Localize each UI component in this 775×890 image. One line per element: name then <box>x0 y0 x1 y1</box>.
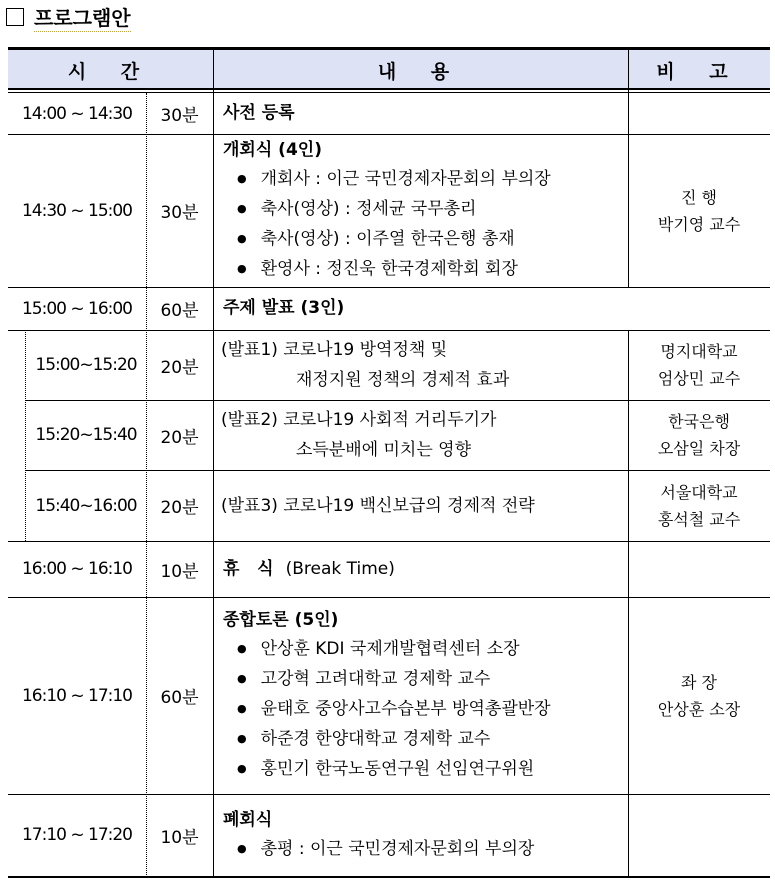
row-time: 14:30 ~ 15:00 <box>21 200 133 221</box>
note-line: 엄상민 교수 <box>657 369 741 388</box>
list-item: ● 개회사 : 이근 국민경제자문회의 부의장 <box>223 165 551 195</box>
row-content <box>213 794 628 876</box>
talk-time: 15:40~16:00 <box>35 495 137 516</box>
list-item: ● 안상훈 KDI 국제개발협력센터 소장 <box>223 635 551 665</box>
talk-content <box>213 470 628 541</box>
row-note <box>628 597 770 794</box>
row-heading: 휴 식 <box>223 558 274 579</box>
row-time: 17:10 ~ 17:20 <box>21 825 133 845</box>
row-duration: 30분 <box>160 106 199 126</box>
row-heading-extra: (Break Time) <box>285 558 395 579</box>
note-line: 안상훈 소장 <box>657 699 741 719</box>
note-line: 박기영 교수 <box>657 214 741 234</box>
talk-duration: 20분 <box>160 498 199 518</box>
talk-note <box>628 330 770 400</box>
row-time: 15:00 ~ 16:00 <box>21 298 133 319</box>
row-duration: 60분 <box>160 688 199 708</box>
list-item: ● 고강혁 고려대학교 경제학 교수 <box>223 665 551 695</box>
row-time: 16:10 ~ 17:10 <box>21 685 133 706</box>
row-content <box>213 597 628 794</box>
row-duration: 10분 <box>160 827 199 848</box>
talk-content <box>213 330 628 400</box>
list-item: ● 축사(영상) : 이주열 한국은행 총재 <box>223 225 551 255</box>
row-content <box>213 134 628 287</box>
row-content <box>213 93 628 134</box>
checkbox-square-icon <box>6 8 24 26</box>
note-line: 한국은행 <box>668 412 730 431</box>
row-heading: 종합토론 (5인) <box>223 610 339 630</box>
note-line: 명지대학교 <box>660 342 738 361</box>
talk-line: (발표2) 코로나19 사회적 거리두기가 <box>221 410 497 430</box>
talk-note <box>628 400 770 470</box>
note-line: 오삼일 차장 <box>657 439 741 458</box>
list-item: ● 윤태호 중앙사고수습본부 방역총괄반장 <box>223 695 551 725</box>
row-time: 14:00 ~ 14:30 <box>21 103 133 124</box>
section-title <box>6 2 131 32</box>
row-content <box>213 541 628 597</box>
talk-content <box>213 400 628 470</box>
talk-time: 15:00~15:20 <box>35 355 137 375</box>
note-line: 좌 장 <box>681 672 717 692</box>
row-note <box>628 134 770 287</box>
row-duration: 60분 <box>160 301 199 321</box>
row-heading: 사전 등록 <box>223 103 295 123</box>
row-duration: 10분 <box>160 561 199 582</box>
row-heading: 개회식 (4인) <box>223 140 322 160</box>
talk-duration: 20분 <box>160 357 199 378</box>
talk-line: (발표1) 코로나19 방역정책 및 <box>221 340 448 360</box>
talk-note <box>628 470 770 541</box>
list-item: ● 환영사 : 정진욱 한국경제학회 회장 <box>223 255 551 285</box>
note-line: 진 행 <box>681 187 717 207</box>
row-heading: 폐회식 <box>223 809 273 830</box>
list-item: ● 하준경 한양대학교 경제학 교수 <box>223 725 551 755</box>
row-duration: 30분 <box>160 203 199 223</box>
note-line: 홍석철 교수 <box>657 509 741 529</box>
header-time: 시 간 <box>8 47 213 90</box>
talk-line: (발표3) 코로나19 백신보급의 경제적 전략 <box>221 495 535 516</box>
divider <box>8 876 770 878</box>
list-item: ● 축사(영상) : 정세균 국무총리 <box>223 195 551 225</box>
row-time: 16:00 ~ 16:10 <box>21 559 133 579</box>
talk-duration: 20분 <box>160 427 199 448</box>
talk-time: 15:20~15:40 <box>35 425 137 445</box>
row-content <box>213 287 770 330</box>
list-item: ● 홍민기 한국노동연구원 선임연구위원 <box>223 755 551 785</box>
header-content: 내 용 <box>213 47 628 90</box>
talk-line: 소득분배에 미치는 영향 <box>296 440 472 460</box>
header-note: 비 고 <box>628 47 770 90</box>
title-text: 프로그램안 <box>34 2 131 32</box>
talk-line: 재정지원 정책의 경제적 효과 <box>296 370 510 390</box>
note-line: 서울대학교 <box>660 482 738 502</box>
row-heading: 주제 발표 (3인) <box>223 298 345 318</box>
list-item: ● 총평 : 이근 국민경제자문회의 부의장 <box>223 835 534 865</box>
